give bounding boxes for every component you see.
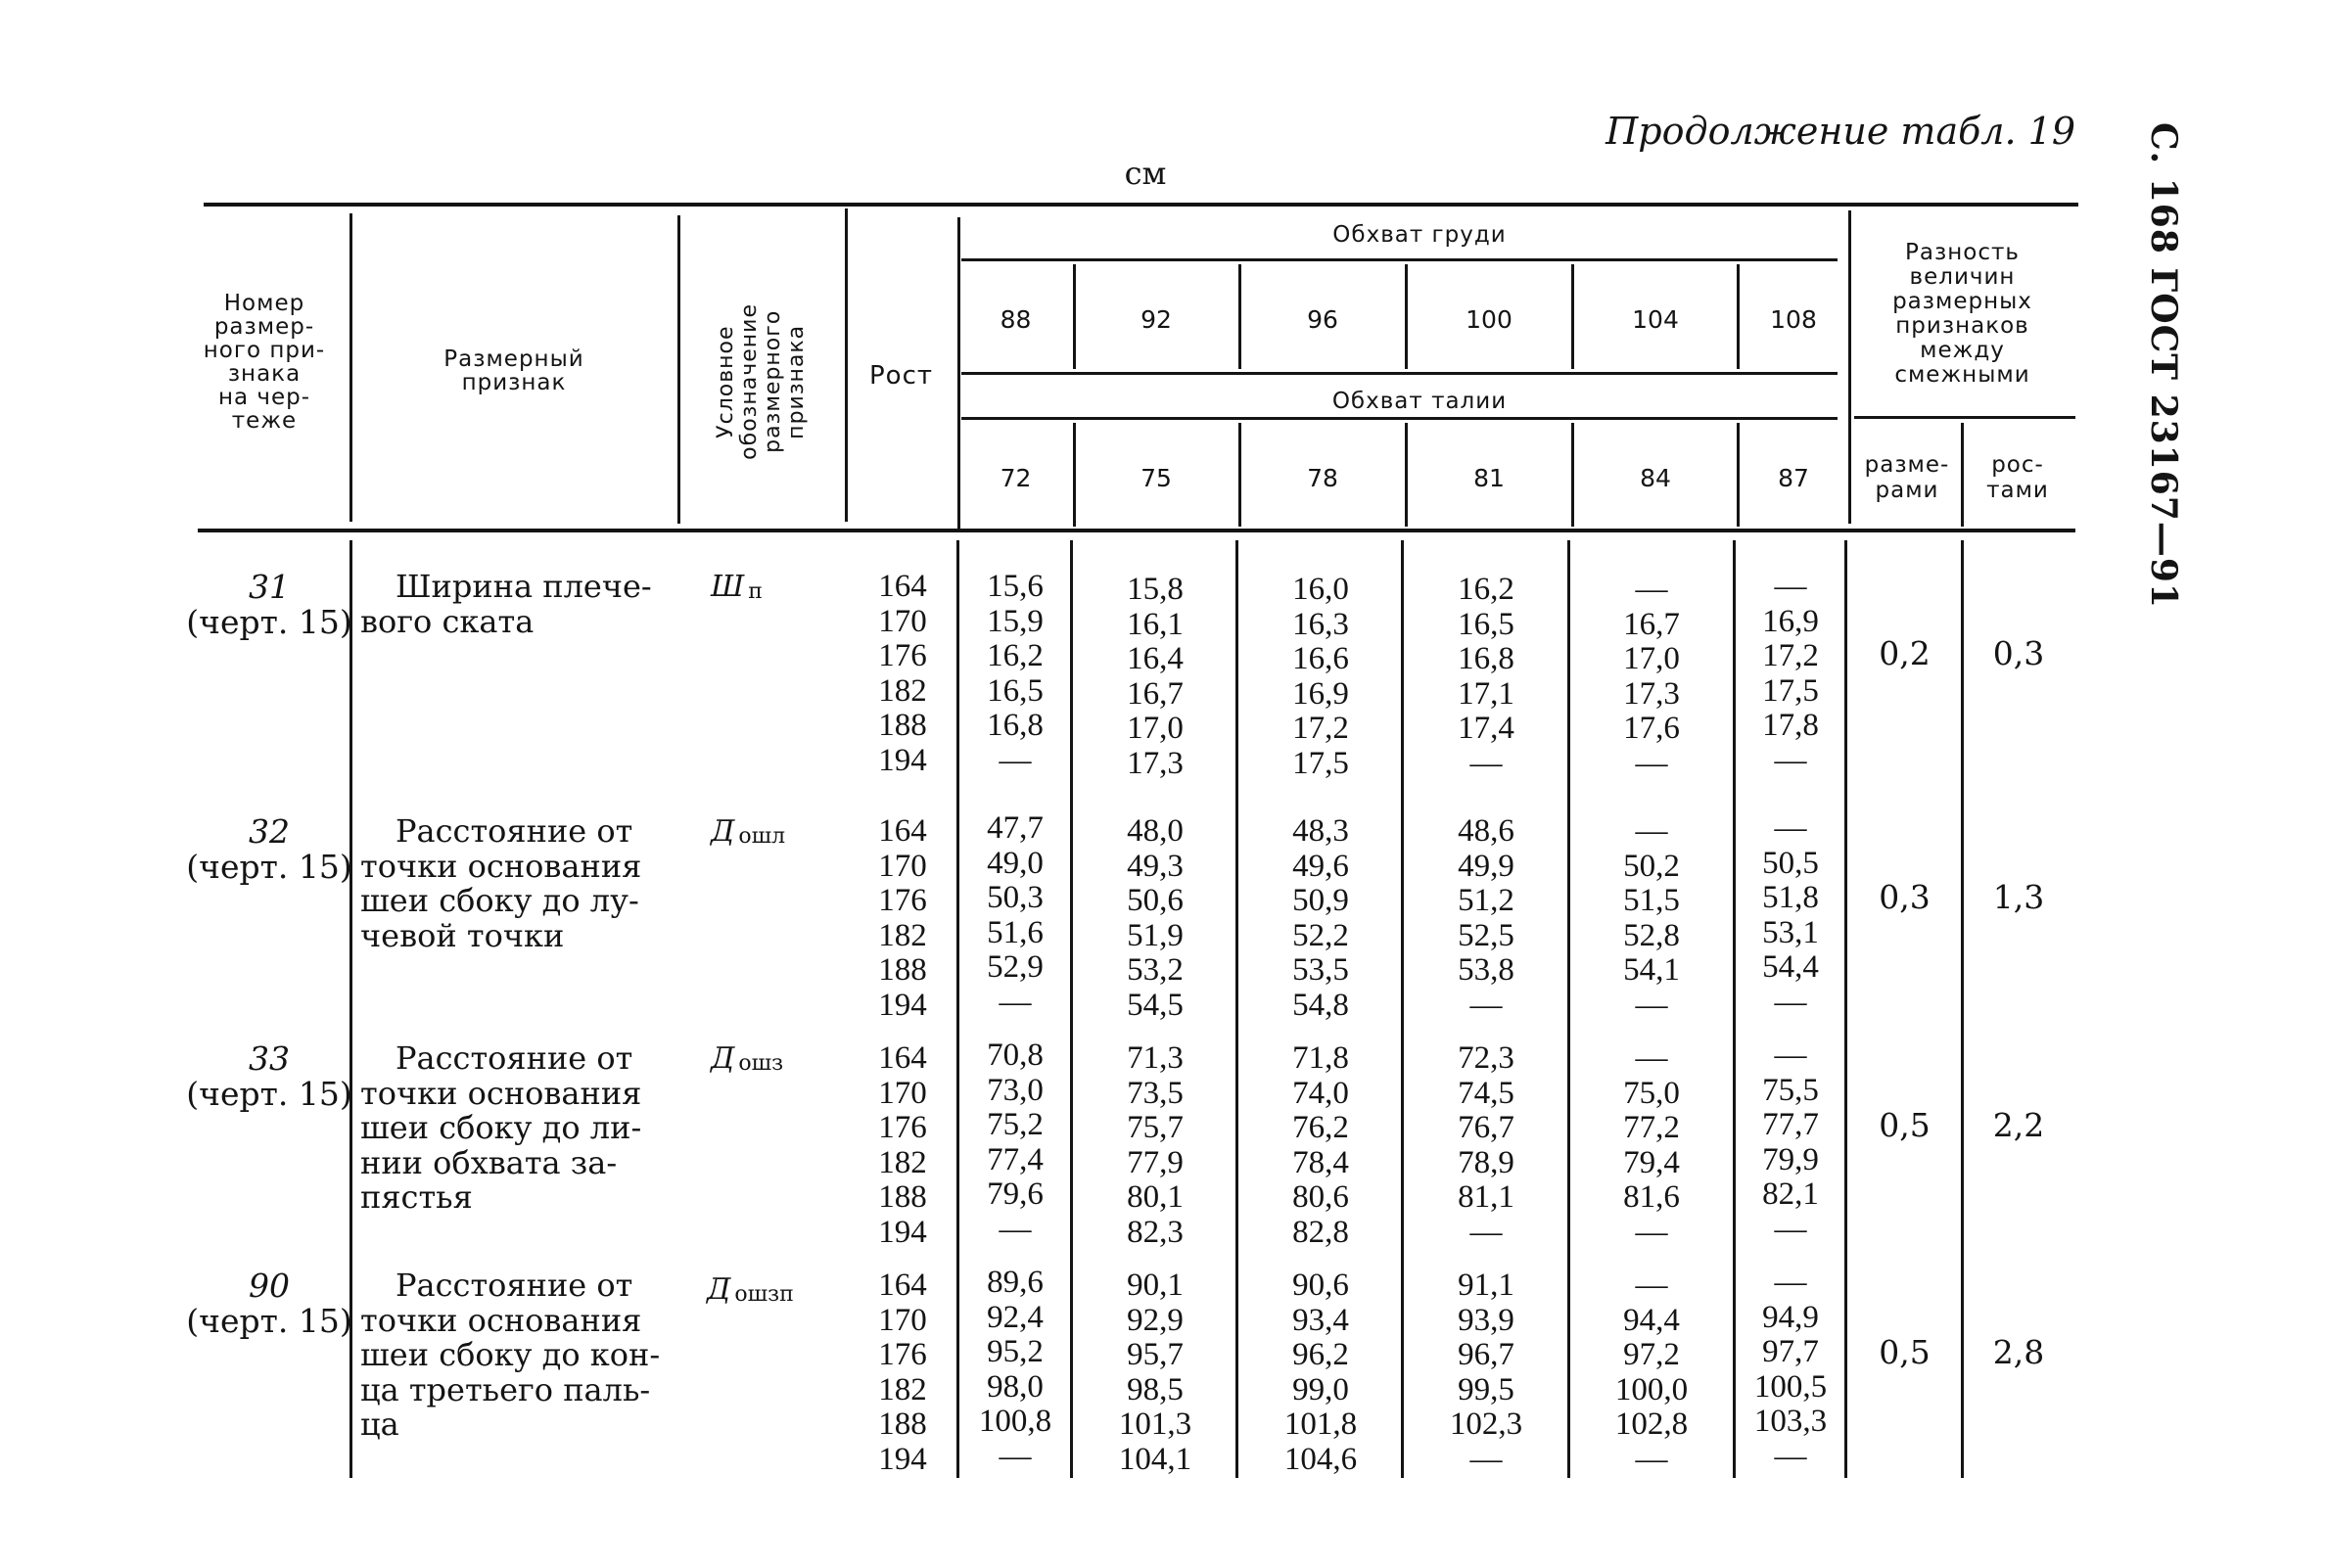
header-divider <box>845 208 848 522</box>
row-feature: Расстояние от точки основания шеи сбоку до лу- чевой точки <box>360 812 642 954</box>
body-divider <box>1733 540 1736 1478</box>
row-symbol: Ш $_п$ <box>711 570 763 604</box>
row-diff-heights: 1,3 <box>1992 878 2045 916</box>
chest-value: 88 <box>1000 305 1032 334</box>
row-diff-sizes: 0,5 <box>1879 1333 1931 1371</box>
header-diff-sizes: разме- рами <box>1864 452 1950 503</box>
waist-value: 72 <box>1000 464 1032 492</box>
page-title: Продолжение табл. 19 <box>1606 110 2075 153</box>
row-feature: Расстояние от точки основания шеи сбоку до кон- ца третьего паль- ца <box>360 1267 661 1444</box>
waist-value: 78 <box>1307 464 1338 492</box>
row-diff-heights: 2,8 <box>1992 1333 2045 1371</box>
chest-values-rule <box>961 372 1838 375</box>
chest-group-rule <box>961 258 1838 261</box>
row-values: — 16,7 17,0 17,3 17,6 — <box>1623 572 1680 781</box>
row-values: 47,7 49,0 50,3 51,6 52,9 — <box>987 810 1044 1020</box>
row-values: 72,3 74,5 76,7 78,9 81,1 — <box>1458 1040 1514 1250</box>
waist-value: 84 <box>1640 464 1671 492</box>
row-heights: 164 170 176 182 188 194 <box>878 1040 927 1250</box>
row-symbol: Д $_{ошзп}$ <box>707 1272 794 1307</box>
row-diff-sizes: 0,3 <box>1879 878 1931 916</box>
header-bottom-rule <box>198 529 2075 532</box>
row-values: 90,6 93,4 96,2 99,0 101,8 104,6 <box>1283 1268 1358 1477</box>
row-values: — 16,9 17,2 17,5 17,8 — <box>1762 569 1819 778</box>
row-number: 32 (черт. 15) <box>186 812 352 886</box>
waist-group-rule <box>961 417 1838 420</box>
row-feature: Расстояние от точки основания шеи сбоку до ли- нии обхвата за- пястья <box>360 1039 642 1217</box>
table-top-rule <box>204 203 2078 207</box>
chest-value: 100 <box>1466 305 1513 334</box>
waist-value: 81 <box>1473 464 1505 492</box>
header-divider <box>349 213 352 522</box>
header-diff-group: Разность величин размерных признаков между смежными <box>1892 240 2032 388</box>
row-values: 16,0 16,3 16,6 16,9 17,2 17,5 <box>1292 572 1349 781</box>
row-values: 71,3 73,5 75,7 77,9 80,1 82,3 <box>1127 1040 1184 1250</box>
row-values: 16,2 16,5 16,8 17,1 17,4 — <box>1458 572 1514 781</box>
row-feature: Ширина плече- вого скатa <box>360 568 652 640</box>
row-heights: 164 170 176 182 188 194 <box>878 1268 927 1477</box>
row-diff-sizes: 0,2 <box>1879 634 1931 672</box>
row-values: — 75,5 77,7 79,9 82,1 — <box>1762 1038 1819 1247</box>
row-values: — 50,5 51,8 53,1 54,4 — <box>1762 810 1819 1020</box>
row-values: 15,8 16,1 16,4 16,7 17,0 17,3 <box>1127 572 1184 781</box>
row-symbol: Д $_{ошл}$ <box>711 814 786 849</box>
header-divider <box>677 215 680 524</box>
row-number: 31 (черт. 15) <box>186 568 352 641</box>
header-height-label: Рост <box>868 361 934 391</box>
row-heights: 164 170 176 182 188 194 <box>878 569 927 778</box>
row-values: 15,6 15,9 16,2 16,5 16,8 — <box>987 569 1044 778</box>
waist-value: 75 <box>1140 464 1172 492</box>
row-values: — 94,4 97,2 100,0 102,8 — <box>1614 1268 1689 1477</box>
chest-value: 108 <box>1770 305 1817 334</box>
row-values: 90,1 92,9 95,7 98,5 101,3 104,1 <box>1118 1268 1192 1477</box>
chest-value: 96 <box>1307 305 1338 334</box>
row-values: 48,6 49,9 51,2 52,5 53,8 — <box>1458 813 1514 1023</box>
row-number: 90 (черт. 15) <box>186 1267 352 1340</box>
header-diff-heights: рос- тами <box>1986 452 2049 503</box>
diff-group-rule <box>1854 416 2075 419</box>
row-number: 33 (черт. 15) <box>186 1039 352 1113</box>
side-page-label: С. 168 ГОСТ 23167—91 <box>2143 122 2184 609</box>
header-divider <box>1848 210 1851 524</box>
row-values: — 94,9 97,7 100,5 103,3 — <box>1753 1265 1828 1474</box>
row-diff-heights: 0,3 <box>1992 634 2045 672</box>
chest-value: 104 <box>1632 305 1679 334</box>
header-feature-label: Размерный признак <box>443 346 584 395</box>
row-values: 89,6 92,4 95,2 98,0 100,8 — <box>978 1265 1052 1474</box>
row-values: 71,8 74,0 76,2 78,4 80,6 82,8 <box>1292 1040 1349 1250</box>
header-chest-group: Обхват груди <box>1332 222 1507 248</box>
row-diff-sizes: 0,5 <box>1879 1106 1931 1144</box>
waist-value: 87 <box>1778 464 1809 492</box>
header-symbol-label: Условное обозначение размерного признака <box>714 303 809 460</box>
units-label: см <box>1124 155 1167 192</box>
row-values: 48,0 49,3 50,6 51,9 53,2 54,5 <box>1127 813 1184 1023</box>
header-waist-group: Обхват талии <box>1331 389 1508 414</box>
row-heights: 164 170 176 182 188 194 <box>878 813 927 1023</box>
row-diff-heights: 2,2 <box>1992 1106 2045 1144</box>
row-values: 70,8 73,0 75,2 77,4 79,6 — <box>987 1038 1044 1247</box>
row-values: 91,1 93,9 96,7 99,5 102,3 — <box>1449 1268 1523 1477</box>
header-number-label: Номер размер- ного при- знака на чер- теже <box>203 291 326 434</box>
row-values: — 50,2 51,5 52,8 54,1 — <box>1623 813 1680 1023</box>
row-symbol: Д $_{ошз}$ <box>711 1041 784 1076</box>
row-values: 48,3 49,6 50,9 52,2 53,5 54,8 <box>1292 813 1349 1023</box>
chest-value: 92 <box>1140 305 1172 334</box>
body-divider <box>1844 540 1847 1478</box>
row-values: — 75,0 77,2 79,4 81,6 — <box>1623 1040 1680 1250</box>
